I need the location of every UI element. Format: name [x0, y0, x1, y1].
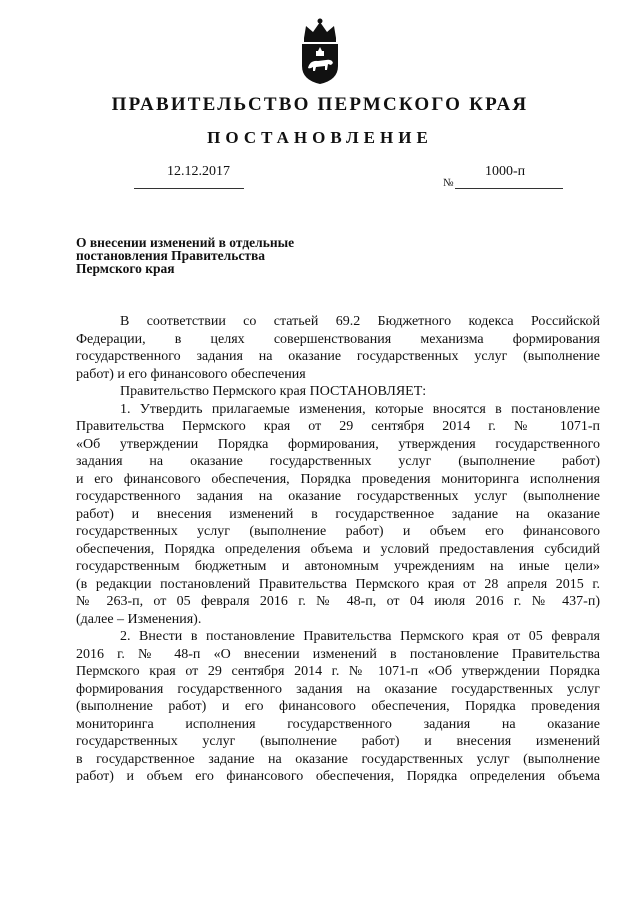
body-line: работ) и его финансового обеспечения [76, 366, 306, 382]
document-type: ПОСТАНОВЛЕНИЕ [207, 128, 433, 147]
document-body [76, 313, 600, 786]
number-underline [455, 188, 563, 189]
body-line: государственного задания на оказание государственных услуг (выполнение [76, 489, 600, 504]
subject-line: О внесении изменений в отдельные [76, 235, 295, 250]
body-line: формирования государственного задания на оказание государственных услуг [76, 681, 600, 697]
number-sign: № [443, 177, 454, 189]
subject-line: постановления Правительства [76, 248, 265, 263]
body-line: Правительства Пермского края от 29 сентября 2014 г. № 1071-п [76, 419, 600, 434]
body-line: 2. Внести в постановление Правительства Пермского края от 05 февраля [120, 629, 600, 644]
government-title: ПРАВИТЕЛЬСТВО ПЕРМСКОГО КРАЯ [111, 94, 529, 115]
body-line: государственных услуг (выполнение работ) и внесения изменений [76, 734, 600, 749]
body-line: в государственное задание на оказание государственных услуг (выполнение [76, 751, 600, 767]
body-line: задания на оказание государственных услуг (выполнение работ) [76, 454, 600, 469]
body-line: (выполнение работ) и его финансового обеспечения, Порядка проведения [76, 699, 600, 714]
body-line: обеспечения, Порядка определения объема и условий предоставления субсидий [76, 541, 600, 557]
body-line: Федерации, в целях совершенствования механизма формирования [76, 331, 600, 347]
body-line: работ) и объем его финансового обеспечения, Порядка определения объема [76, 769, 600, 784]
body-line: государственных услуг (выполнение работ) и объем его финансового [76, 524, 600, 539]
body-line: (далее – Изменения). [76, 611, 202, 627]
document-date: 12.12.2017 [167, 164, 230, 179]
body-line: и его финансового обеспечения, Порядка проведения мониторинга исполнения [76, 471, 600, 487]
body-line: В соответствии со статьей 69.2 Бюджетного кодекса Российской [120, 314, 600, 329]
body-line: № 263-п, от 05 февраля 2016 г. № 48-п, от 04 июля 2016 г. № 437-п) [76, 594, 600, 609]
body-line: работ) и внесения изменений в государственное задание на оказание [76, 506, 600, 522]
body-line: (в редакции постановлений Правительства Пермского края от 28 апреля 2015 г. [76, 576, 600, 592]
body-line: «Об утверждении Порядка формирования, утверждения государственного [76, 436, 600, 452]
body-line: государственным бюджетным и автономным учреждениям на иные цели» [76, 559, 600, 574]
body-line: 1. Утвердить прилагаемые изменения, которые вносятся в постановление [120, 401, 600, 417]
body-line: Правительство Пермского края ПОСТАНОВЛЯЕТ: [120, 384, 427, 399]
body-line: государственного задания на оказание государственных услуг (выполнение [76, 349, 600, 364]
body-line: 2016 г. № 48-п «О внесении изменений в постановление Правительства [76, 646, 600, 662]
date-underline [134, 188, 244, 189]
document-number: 1000-п [485, 164, 526, 179]
perm-krai-coat-of-arms-icon [294, 16, 346, 86]
body-line: мониторинга исполнения государственного задания на оказание [76, 716, 600, 732]
document-subject [76, 236, 346, 275]
body-line: Пермского края от 29 сентября 2014 г. № 1071-п «Об утверждении Порядка [76, 664, 600, 679]
subject-line: Пермского края [76, 261, 175, 276]
